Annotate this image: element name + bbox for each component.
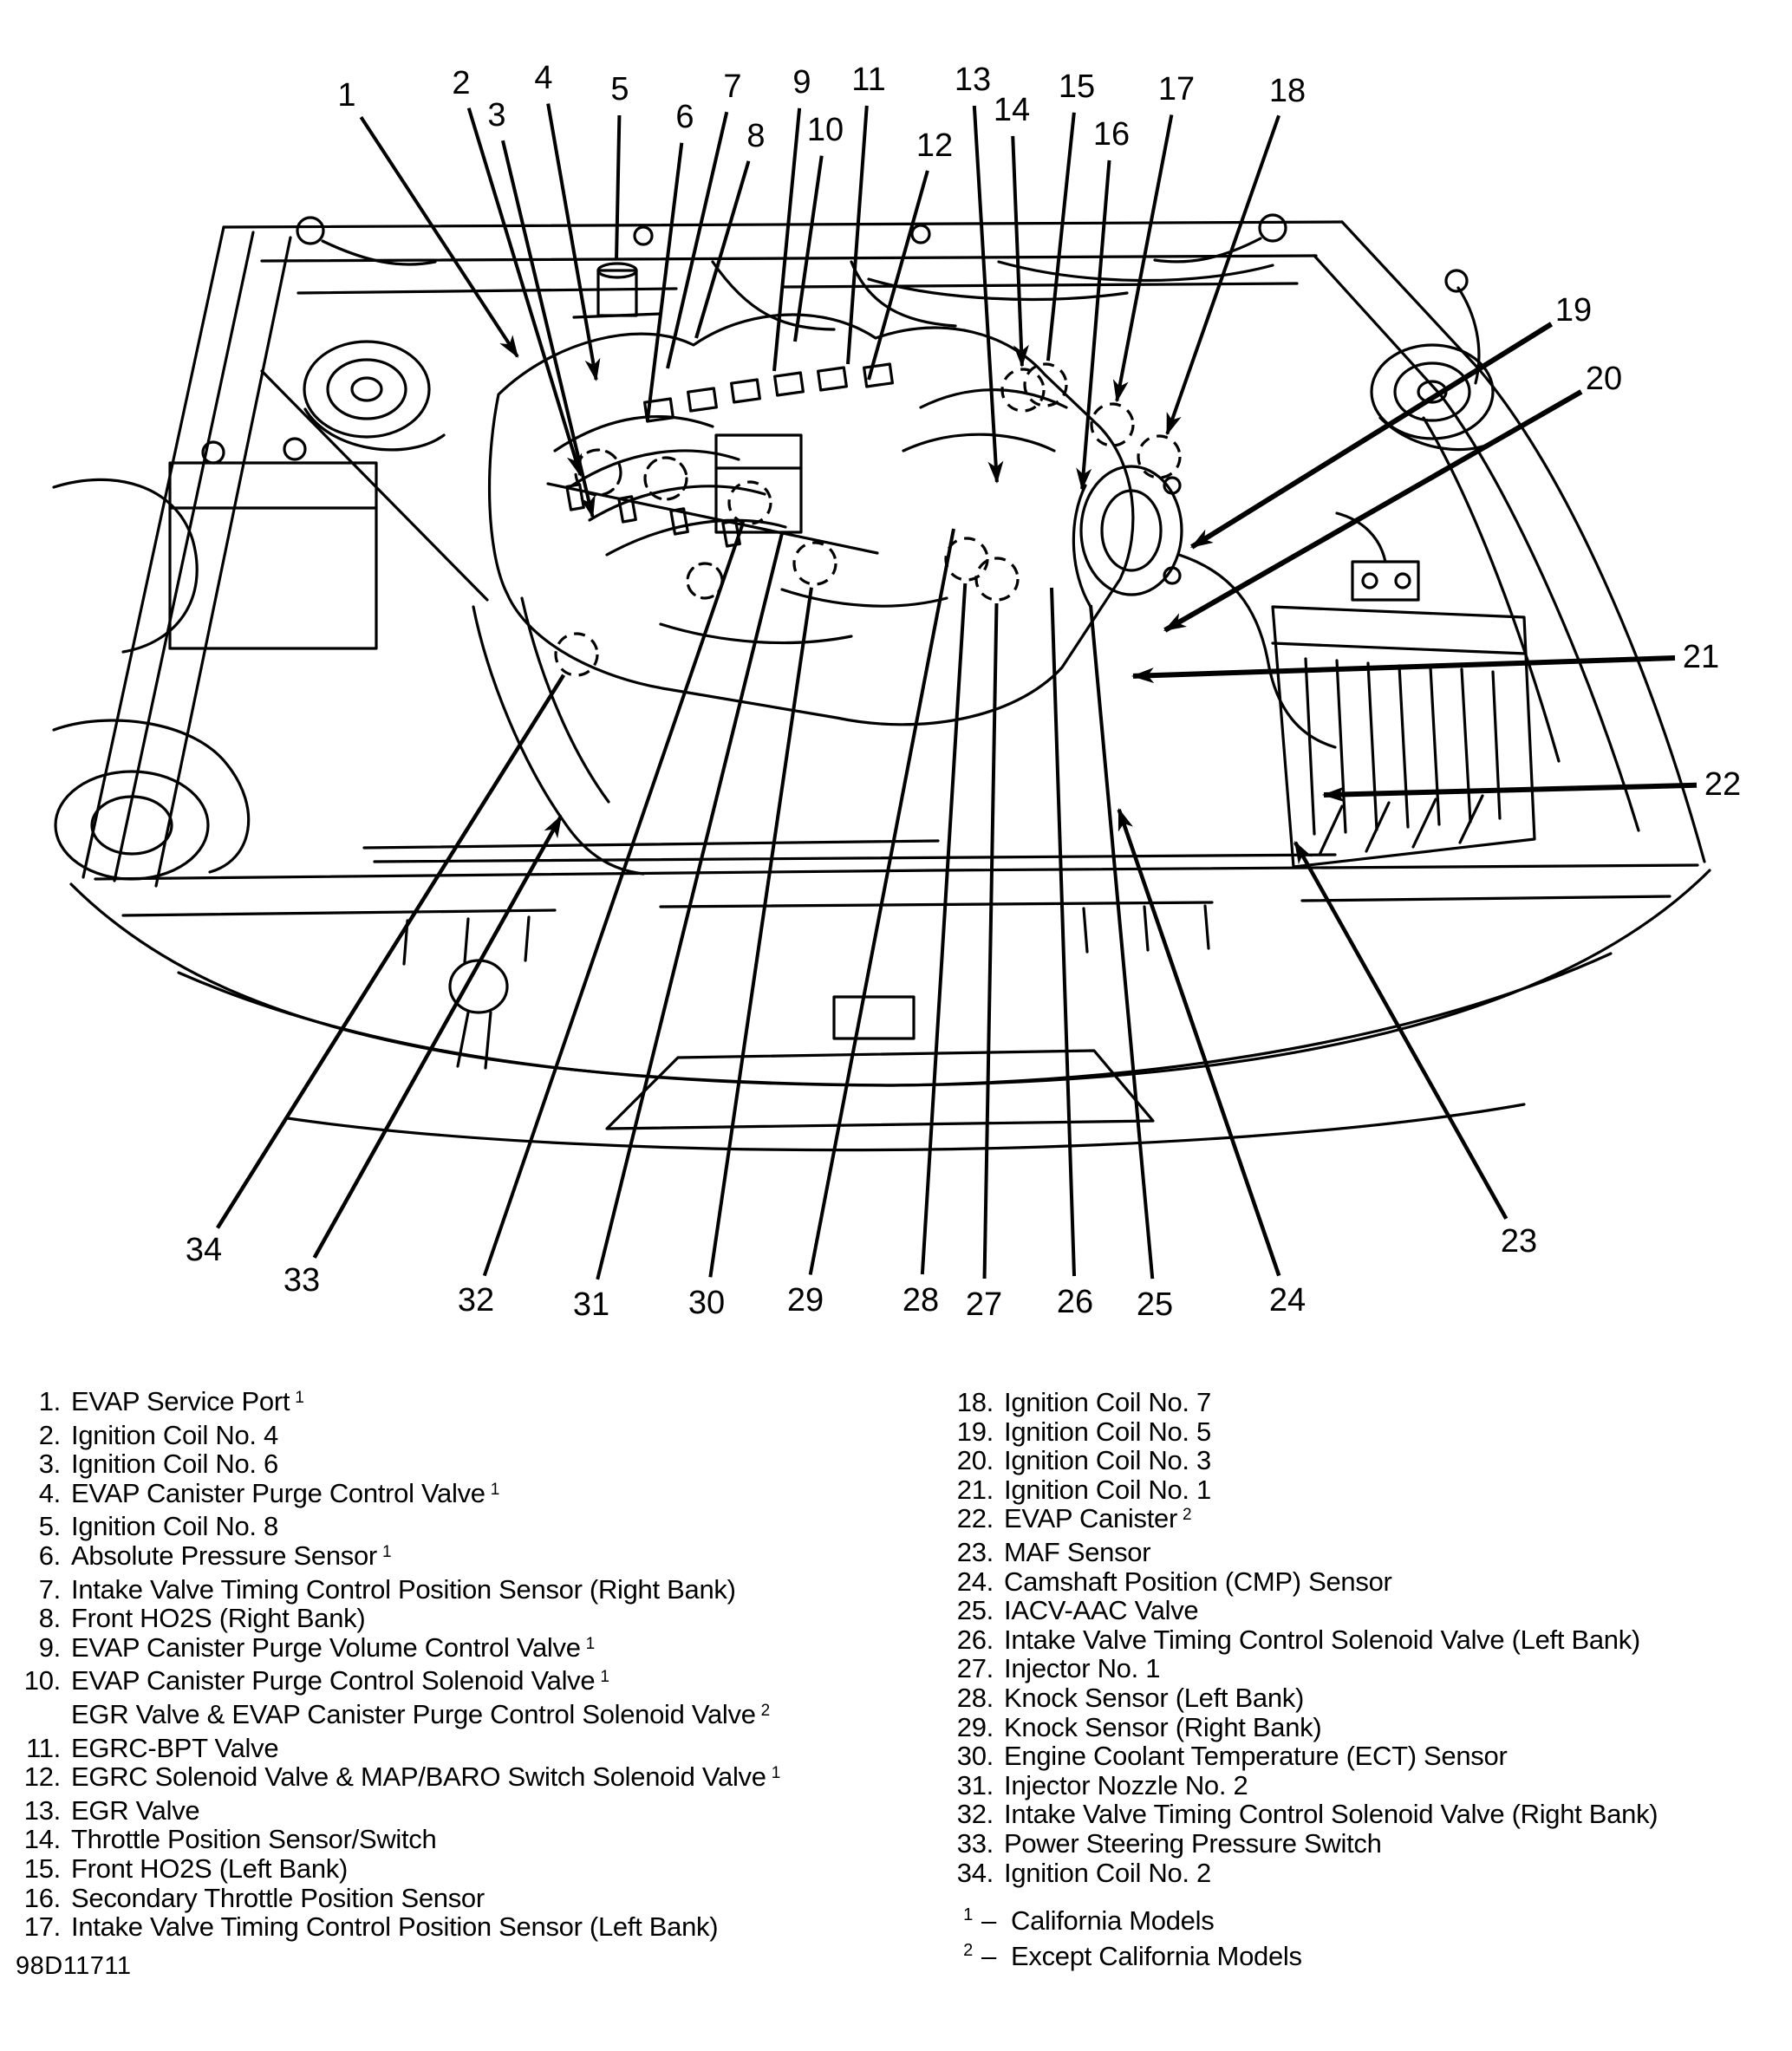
legend-item-label: Ignition Coil No. 1 (1004, 1474, 1211, 1505)
engine-lower-lines (364, 841, 1335, 862)
legend-item-label: IACV-AAC Valve (1004, 1595, 1199, 1626)
callout-20 (1165, 361, 1622, 630)
legend-item (950, 1538, 1658, 1567)
valance-line (288, 1104, 1524, 1150)
legend-item (17, 1479, 780, 1513)
legend-right-items (950, 1388, 1658, 1887)
legend-footnote-marker: 1 (295, 1389, 304, 1407)
legend-item (17, 1604, 780, 1633)
legend-item-number: 20. (956, 1445, 994, 1476)
intake-runners (555, 417, 785, 555)
leader-line (1133, 658, 1675, 676)
legend-item-label: Engine Coolant Temperature (ECT) Sensor (1004, 1741, 1508, 1772)
hood-prop-rod (262, 371, 487, 600)
callout-number: 18 (1268, 73, 1307, 109)
callout-11 (848, 62, 886, 364)
leader-line (503, 140, 593, 517)
legend-item (17, 1912, 780, 1942)
legend-item-number: 1. (38, 1386, 61, 1416)
legend-item-number: 29. (956, 1711, 994, 1742)
legend-item-label: Ignition Coil No. 8 (71, 1511, 278, 1542)
legend-item (17, 1854, 780, 1884)
leader-line (1165, 392, 1581, 630)
legend-item-number: 33. (956, 1827, 994, 1859)
legend-item-label: Intake Valve Timing Control Position Sensor (Right Bank) (71, 1573, 736, 1605)
legend-item-number: 8. (38, 1603, 61, 1634)
leader-line (218, 675, 564, 1228)
legend-item (950, 1596, 1658, 1625)
legend-item-label: EGR Valve (71, 1794, 200, 1826)
legend-item-label: EVAP Canister Purge Control Solenoid Valve $^1$ (71, 1665, 609, 1696)
legend-item-label: Throttle Position Sensor/Switch (71, 1824, 437, 1855)
hood-edge-left (83, 227, 224, 877)
legend-item-number: 21. (956, 1474, 994, 1505)
legend-item-label: Ignition Coil No. 7 (1004, 1387, 1211, 1417)
oil-cap (450, 960, 507, 1012)
footnote-row (950, 1903, 1658, 1938)
callout-3 (487, 97, 592, 517)
callout-34 (186, 634, 597, 1268)
legend-item-number: 5. (38, 1511, 61, 1542)
cowl-top (224, 222, 1342, 227)
legend-item-label: Knock Sensor (Right Bank) (1004, 1711, 1322, 1742)
callout-number: 3 (487, 97, 506, 133)
leader-line (1324, 785, 1697, 795)
callout-number: 24 (1268, 1282, 1307, 1318)
callout-number: 26 (1056, 1284, 1094, 1320)
strut-tower-left (304, 342, 429, 437)
leader-line (1167, 115, 1279, 433)
legend-item-label: Ignition Coil No. 5 (1004, 1416, 1211, 1447)
air-cleaner-lid (1273, 643, 1526, 654)
legend-item (950, 1800, 1658, 1829)
callout-number: 22 (1704, 766, 1742, 803)
strut-bracket-left (305, 409, 444, 450)
legend-item-number: 6. (38, 1540, 61, 1571)
legend-footnote-marker: 1 (585, 1634, 595, 1653)
legend-column-left (17, 1387, 780, 1942)
callout-13 (955, 62, 997, 482)
engine-line-art (54, 215, 1710, 1150)
legend-item (950, 1742, 1658, 1771)
dipstick-handle (1446, 270, 1467, 291)
radiator-support-top (95, 865, 1698, 879)
legend-item (17, 1700, 780, 1734)
hood-edge-left-inner2 (156, 238, 290, 886)
leader-line (1091, 605, 1152, 1279)
legend-item-label: Intake Valve Timing Control Solenoid Valve (Left Bank) (1004, 1624, 1640, 1655)
legend-item (17, 1666, 780, 1700)
legend-item-number: 16. (23, 1882, 61, 1913)
legend-item (17, 1734, 780, 1763)
ignition-coil (818, 368, 847, 390)
legend-item (17, 1512, 780, 1541)
callout-number: 25 (1136, 1286, 1174, 1323)
callout-18 (1138, 73, 1306, 478)
legend-item-label: Injector No. 1 (1004, 1653, 1161, 1684)
callout-number: 33 (283, 1262, 321, 1299)
leader-line (648, 143, 681, 420)
callout-number: 13 (954, 62, 992, 98)
callout-14 (994, 92, 1044, 411)
legend-item (17, 1449, 780, 1479)
callout-number: 27 (965, 1286, 1003, 1323)
leader-line (974, 106, 997, 482)
legend-item-label: Camshaft Position (CMP) Sensor (1004, 1566, 1392, 1597)
callout-number: 19 (1554, 292, 1593, 329)
legend-item-label: Power Steering Pressure Switch (1004, 1827, 1382, 1859)
callout-number: 2 (452, 65, 471, 101)
callout-number: 14 (993, 92, 1031, 128)
air-duct-left (54, 479, 197, 652)
leader-line (869, 171, 928, 380)
legend-item-number: 12. (23, 1761, 61, 1793)
callout-2 (452, 65, 580, 475)
callout-15 (1025, 68, 1095, 406)
footnote-text: California Models (1011, 1905, 1215, 1937)
callout-5 (610, 71, 629, 260)
legend-item-label: Secondary Throttle Position Sensor (71, 1882, 485, 1913)
callout-number: 21 (1682, 639, 1720, 675)
pulley-left (55, 772, 208, 879)
leader-line (1048, 113, 1074, 361)
ignition-coil (732, 380, 760, 402)
ignition-coil (688, 388, 717, 411)
legend-item-number: 15. (23, 1852, 61, 1884)
battery-terminal (284, 439, 305, 459)
callout-number: 31 (572, 1286, 610, 1323)
dashed-target-circle (1138, 436, 1180, 478)
legend-footnote-marker: 1 (381, 1542, 392, 1561)
legend-item (17, 1762, 780, 1796)
leader-line (548, 104, 596, 380)
callout-number: 11 (851, 62, 886, 98)
oil-cap-stem (458, 1012, 491, 1068)
wiper-pivot-left (297, 218, 323, 244)
cowl-hoses (869, 262, 1273, 299)
legend-footnote-marker: 1 (771, 1764, 780, 1783)
cowl-panel-lines (298, 283, 1297, 293)
legend-item-label: Front HO2S (Left Bank) (71, 1852, 349, 1884)
legend-footnote-marker: 1 (490, 1480, 500, 1499)
legend-item (17, 1575, 780, 1605)
legend-item-label: EVAP Service Port $^1$ (71, 1386, 304, 1416)
legend-item-number: 9. (38, 1631, 61, 1663)
footnote-dash: – (981, 1905, 996, 1937)
legend-item (17, 1884, 780, 1913)
legend-item-label: EGRC-BPT Valve (71, 1732, 279, 1763)
legend-item-number: 4. (38, 1477, 61, 1508)
legend-item-label: Knock Sensor (Left Bank) (1004, 1682, 1305, 1713)
maf-bolt (1396, 574, 1410, 588)
legend-item-label: Ignition Coil No. 2 (1004, 1857, 1211, 1888)
leader-line (485, 525, 742, 1275)
leader-line (848, 106, 867, 364)
legend-item-label: EVAP Canister Purge Control Valve $^1$ (71, 1477, 500, 1508)
legend-item-number: 30. (956, 1741, 994, 1772)
callout-8 (696, 118, 766, 338)
legend-item (950, 1417, 1658, 1447)
legend-item (950, 1625, 1658, 1655)
cowl-bolt (912, 225, 929, 243)
legend-item (17, 1796, 780, 1826)
callout-number: 23 (1500, 1223, 1538, 1260)
dashed-target-circle (645, 458, 687, 499)
hood-edge-left-inner (114, 232, 253, 881)
legend-item-number: 26. (956, 1624, 994, 1655)
legend-item-number: 10. (23, 1665, 61, 1696)
callout-30 (688, 543, 836, 1321)
legend-item-label: EVAP Canister Purge Volume Control Valve $^1$ (71, 1631, 595, 1663)
callout-4 (534, 60, 596, 380)
leader-line (696, 161, 748, 338)
callout-number: 10 (806, 112, 844, 148)
callout-number: 28 (902, 1282, 940, 1318)
callout-27 (966, 558, 1018, 1323)
callout-number: 7 (723, 68, 742, 105)
leader-line (1119, 810, 1280, 1276)
legend-item-label: Injector Nozzle No. 2 (1004, 1769, 1248, 1800)
legend-item-number: 17. (23, 1911, 61, 1943)
legend-column-right (950, 1388, 1658, 1974)
legend-footnote-marker: 1 (600, 1668, 609, 1687)
legend-item-number: 25. (956, 1595, 994, 1626)
legend-item (950, 1388, 1658, 1417)
legend-item (17, 1421, 780, 1450)
legend-footnotes (950, 1903, 1658, 1974)
callout-number: 5 (610, 71, 629, 107)
dashed-target-circle (729, 482, 771, 524)
callout-number: 30 (687, 1285, 726, 1321)
grille-trapezoid (607, 1051, 1153, 1129)
legend-item-number: 3. (38, 1449, 61, 1480)
dashed-target-circle (794, 543, 836, 584)
leader-line (922, 583, 965, 1274)
dashed-target-circle (556, 634, 597, 675)
legend-item-number: 22. (956, 1503, 994, 1534)
callout-number: 4 (534, 60, 553, 96)
dashed-target-circle (976, 558, 1018, 600)
legend-item-label: EGRC Solenoid Valve & MAP/BARO Switch Solenoid Valve $^1$ (71, 1761, 780, 1793)
hood-edge-right-inner (1314, 256, 1639, 830)
wiper-arm-right (1155, 238, 1261, 262)
radiator-support-mid (123, 896, 1670, 915)
callout-number: 20 (1585, 361, 1623, 397)
callout-26 (1052, 588, 1093, 1320)
valve-cover-left (473, 598, 643, 874)
wiper-pivot-right (1260, 215, 1286, 241)
legend-item-label: Ignition Coil No. 6 (71, 1449, 278, 1480)
legend-item (950, 1567, 1658, 1597)
latch-plate (834, 997, 914, 1039)
callout-number: 1 (337, 77, 356, 114)
legend-item (950, 1683, 1658, 1713)
legend-item-number: 28. (956, 1682, 994, 1713)
leader-line (795, 156, 822, 342)
leader-line (616, 115, 619, 260)
fuel-rail (548, 484, 877, 553)
legend-item-number: 14. (23, 1824, 61, 1855)
legend-item (17, 1387, 780, 1421)
legend-item-number: 18. (956, 1387, 994, 1417)
legend-footnote-marker: 2 (760, 1701, 770, 1720)
legend-item-label: MAF Sensor (1004, 1536, 1151, 1567)
callout-number: 6 (675, 99, 694, 135)
callout-23 (1295, 843, 1537, 1260)
legend-item-label: EGR Valve & EVAP Canister Purge Control Solenoid Valve $^2$ (71, 1698, 770, 1729)
hood-edge-right (1342, 222, 1704, 862)
legend-item (950, 1654, 1658, 1683)
support-ticks (404, 906, 1209, 964)
callout-10 (795, 112, 844, 342)
leader-line (315, 817, 561, 1258)
callout-12 (869, 127, 953, 380)
leader-line (985, 603, 997, 1279)
callout-number: 16 (1092, 116, 1131, 153)
legend-item (17, 1825, 780, 1854)
legend-item-number: 19. (956, 1416, 994, 1447)
footnote-dash: – (981, 1941, 996, 1972)
legend-item-label: Front HO2S (Right Bank) (71, 1603, 366, 1634)
legend-item (950, 1829, 1658, 1859)
legend-footnote-marker: 2 (1183, 1506, 1192, 1525)
legend-item-label: Ignition Coil No. 3 (1004, 1445, 1211, 1476)
leader-line (1052, 588, 1074, 1276)
legend-item-number: 34. (956, 1857, 994, 1888)
footnote-row (950, 1938, 1658, 1974)
leader-line (1082, 160, 1109, 489)
intake-plenum (490, 315, 1133, 725)
footnote-marker: 1 (963, 1905, 973, 1925)
ignition-coil (775, 373, 804, 395)
leader-line (361, 117, 517, 356)
legend-item-number: 2. (38, 1419, 61, 1450)
legend-item (950, 1475, 1658, 1505)
harness-wires (661, 390, 1066, 643)
callout-number: 17 (1157, 71, 1196, 107)
strut-tower-left (328, 360, 406, 419)
callout-29 (787, 529, 954, 1318)
legend-item-label: EVAP Canister $^2$ (1004, 1503, 1192, 1534)
legend-item-number: 11. (26, 1732, 61, 1763)
leader-line (1013, 136, 1022, 366)
legend-item-number: 24. (956, 1566, 994, 1597)
legend-item-number (17, 1700, 61, 1734)
legend-item-label: Intake Valve Timing Control Position Sensor (Left Bank) (71, 1911, 719, 1943)
dashed-target-circle (687, 563, 722, 598)
battery (170, 463, 376, 648)
callout-number: 29 (786, 1282, 824, 1318)
legend-item-label: Ignition Coil No. 4 (71, 1419, 278, 1450)
legend-item (17, 1541, 780, 1575)
legend-item-number: 7. (38, 1573, 61, 1605)
callout-number: 15 (1058, 68, 1096, 105)
legend-item (950, 1771, 1658, 1800)
legend-item (17, 1633, 780, 1667)
legend-item-number: 23. (956, 1536, 994, 1567)
legend-item (950, 1446, 1658, 1475)
cowl-bolt (635, 227, 652, 244)
legend-item (950, 1859, 1658, 1888)
legend-item (950, 1713, 1658, 1742)
footnote-text: Except California Models (1011, 1941, 1302, 1972)
legend-item-number: 31. (956, 1769, 994, 1800)
maf-bolt (1363, 574, 1377, 588)
callout-number: 8 (746, 118, 766, 154)
legend-item-label: Intake Valve Timing Control Solenoid Valve (Right Bank) (1004, 1799, 1658, 1830)
legend-item-number: 27. (956, 1653, 994, 1684)
footnote-marker: 2 (963, 1941, 973, 1961)
legend-item-number: 13. (23, 1794, 61, 1826)
callout-25 (1091, 605, 1173, 1323)
callout-number: 34 (185, 1232, 223, 1268)
callout-number: 12 (916, 127, 954, 164)
callout-number: 9 (792, 64, 811, 101)
leader-line (710, 588, 811, 1278)
callout-number: 32 (457, 1282, 495, 1318)
legend-item (950, 1504, 1658, 1538)
document-code: 98D11711 (16, 1952, 132, 1980)
intake-duct (1179, 555, 1335, 747)
legend-item-number: 32. (956, 1799, 994, 1830)
legend-item-label: Absolute Pressure Sensor $^1$ (71, 1540, 392, 1571)
callout-28 (903, 538, 987, 1318)
strut-tower-left (352, 378, 381, 400)
